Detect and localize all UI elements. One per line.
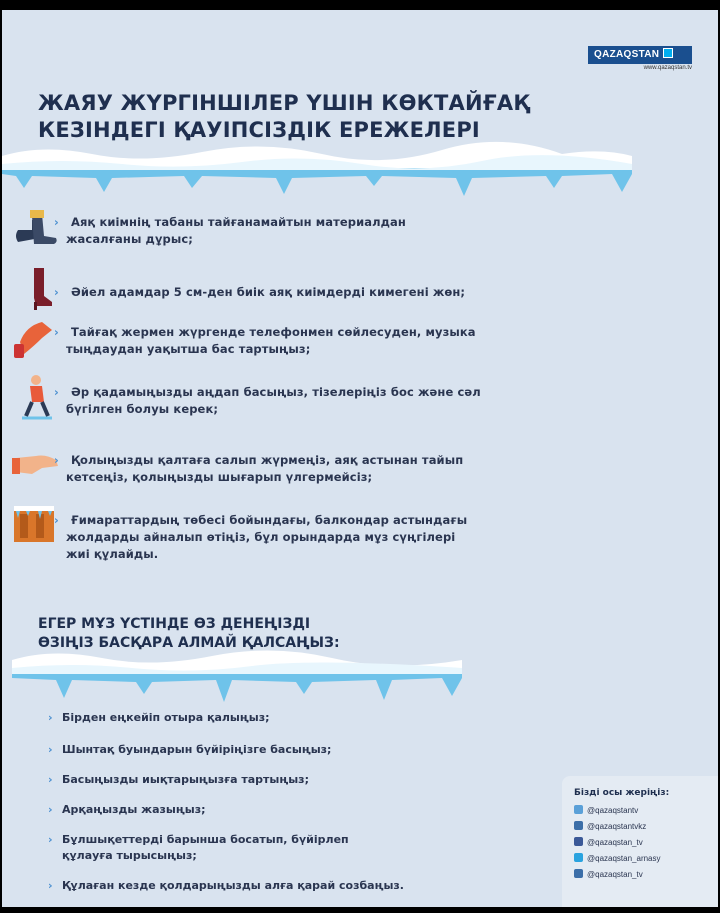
ice-banner-bottom-icon: [12, 640, 462, 710]
subtitle-line-1: ЕГЕР МҰЗ ҮСТІНДЕ ӨЗ ДЕНЕҢІЗДІ: [38, 616, 311, 632]
building-icicles-icon: [12, 502, 62, 552]
list-item: [62, 832, 562, 864]
social-handle: @qazaqstan_arnasy: [587, 854, 661, 863]
youtube-icon: [574, 869, 583, 878]
logo-text: QAZAQSTAN: [594, 49, 660, 60]
step-line: Арқаңызды жазыңыз;: [62, 803, 206, 816]
title-line-1: ЖАЯУ ЖҮРГІНШІЛЕР ҮШІН КӨКТАЙҒАҚ: [38, 91, 530, 115]
step-line: Басыңызды иықтарыңызға тартыңыз;: [62, 773, 309, 786]
logo-url: www.qazaqstan.tv: [643, 65, 692, 71]
rule-line: Қолыңызды қалтаға салып жүрмеңіз, аяқ астынан тайып: [70, 453, 464, 467]
subtitle-line-2: ӨЗІҢІЗ БАСҚАРА АЛМАЙ ҚАЛСАҢЫЗ:: [38, 635, 340, 651]
rule-text: [66, 214, 656, 248]
ice-banner-top-icon: [2, 134, 632, 204]
list-item: [62, 878, 562, 894]
telegram-icon: [574, 853, 583, 862]
step-line: Құлаған кезде қолдарыңызды алға қарай созбаңыз.: [62, 879, 404, 892]
rule-line: Әр қадамыңызды аңдап басыңыз, тізелеріңіз бос және сәл: [70, 385, 481, 399]
vk-icon: [574, 821, 583, 830]
rule-text: [66, 324, 656, 358]
list-item: [62, 742, 562, 758]
facebook-icon: [574, 837, 583, 846]
step-line: Шынтақ буындарын бүйіріңізге басыңыз;: [62, 743, 332, 756]
rule-line: жасалғаны дұрыс;: [66, 232, 193, 246]
logo-badge: [588, 46, 692, 64]
rule-text: [66, 512, 656, 563]
list-item: [62, 710, 562, 726]
rule-line: Тайғақ жермен жүргенде телефонмен сөйлесуден, музыка: [70, 325, 476, 339]
social-handle: @qazaqstan_tv: [587, 838, 643, 847]
rule-line: бүгілген болуы керек;: [66, 402, 219, 416]
social-link-vk[interactable]: [574, 819, 714, 835]
follow-title: Бізді осы жеріңіз:: [574, 788, 670, 798]
step-line: құлауға тырысыңыз;: [62, 849, 197, 862]
rule-line: жиі құлайды.: [66, 547, 159, 561]
rule-text: [66, 384, 656, 418]
list-item: [62, 772, 562, 788]
social-link-telegram[interactable]: [574, 851, 714, 867]
rule-line: Аяқ киімнің табаны тайғанамайтын материалдан: [70, 215, 406, 229]
rule-line: кетсеңіз, қолыңызды шығарып үлгермейсіз;: [66, 470, 373, 484]
title-line-2: КЕЗІНДЕГІ ҚАУІПСІЗДІК ЕРЕЖЕЛЕРІ: [38, 118, 480, 142]
rule-line: жолдарды айналып өтіңіз, бұл орындарда мұз сүңгілері: [66, 530, 456, 544]
step-line: Бірден еңкейіп отыра қалыңыз;: [62, 711, 270, 724]
brand-logo[interactable]: [588, 46, 692, 74]
rule-text: [66, 284, 656, 301]
web-icon: [574, 805, 583, 814]
social-link-web[interactable]: [574, 803, 714, 819]
follow-us-panel: [562, 776, 720, 913]
social-handle: @qazaqstantvkz: [587, 822, 647, 831]
social-link-facebook[interactable]: [574, 835, 714, 851]
rule-line: тыңдаудан уақытша бас тартыңыз;: [66, 342, 311, 356]
rule-text: [66, 452, 656, 486]
social-handle: @qazaqstantv: [587, 806, 639, 815]
list-item: [62, 802, 562, 818]
rule-line: Әйел адамдар 5 см-ден биік аяқ киімдерді кимегені жөн;: [70, 285, 466, 299]
rule-line: Ғимараттардың төбесі бойындағы, балкондар астындағы: [70, 513, 468, 527]
social-handle: @qazaqstan_tv: [587, 870, 643, 879]
social-link-youtube[interactable]: [574, 867, 714, 883]
step-line: Бұлшықеттерді барынша босатып, бүйірлеп: [62, 833, 349, 846]
logo-flag-icon: [663, 48, 673, 58]
